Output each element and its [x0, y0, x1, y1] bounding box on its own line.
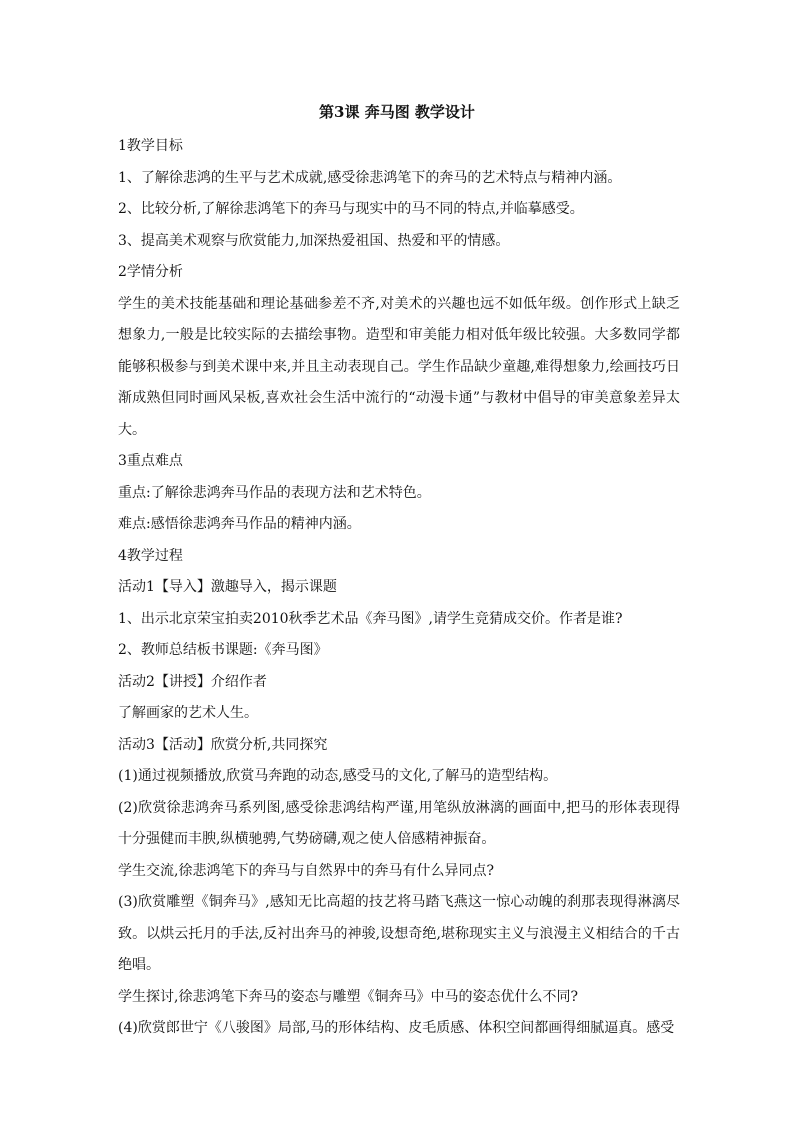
- objective-item: 2、比较分析,了解徐悲鸿笔下的奔马与现实中的马不同的特点,并临摹感受。: [118, 201, 584, 217]
- activity-question: 学生探讨,徐悲鸿笔下奔马的姿态与雕塑《铜奔马》中马的姿态优什么不同?: [118, 988, 578, 1005]
- activity-text: 了解画家的艺术人生。: [118, 705, 258, 721]
- section-heading-key-points: 3重点难点: [118, 453, 183, 469]
- section-heading-objectives: 1教学目标: [118, 138, 183, 154]
- activity-heading: 活动3【活动】欣赏分析,共同探究: [118, 736, 328, 753]
- activity-step: 1、出示北京荣宝拍卖2010秋季艺术品《奔马图》,请学生竞猜成交价。作者是谁?: [118, 610, 623, 627]
- activity-question: 学生交流,徐悲鸿笔下的奔马与自然界中的奔马有什么异同点?: [118, 862, 494, 879]
- key-point-text: 重点:了解徐悲鸿奔马作品的表现方法和艺术特色。: [118, 484, 431, 501]
- activity-item: (1)通过视频播放,欣赏马奔跑的动态,感受马的文化,了解马的造型结构。: [118, 768, 558, 784]
- section-heading-process: 4教学过程: [118, 547, 183, 564]
- activity-item: (2)欣赏徐悲鸿奔马系列图,感受徐悲鸿结构严谨,用笔纵放淋漓的画面中,把马的形体表现得十分强健而丰腴,纵横驰骋,气势磅礴,观之使人倍感精神振奋。: [118, 799, 680, 847]
- analysis-paragraph: 学生的美术技能基础和理论基础参差不齐,对美术的兴趣也远不如低年级。创作形式上缺乏想象力,一般是比较实际的去描绘事物。造型和审美能力相对低年级比较强。大多数同学都能够积极参与到美术课中来,并且主动表现自己。学生作品缺少童趣,难得想象力,绘画技巧日渐成熟但同时画风呆板,喜欢社会生活中流行的“动漫卡通”与教材中倡导的审美意象差异太大。: [118, 295, 680, 438]
- activity-heading: 活动2【讲授】介绍作者: [118, 673, 267, 690]
- document-body: [118, 131, 680, 1045]
- page-title: 第3课 奔马图 教学设计: [319, 103, 475, 121]
- difficulty-text: 难点:感悟徐悲鸿奔马作品的精神内涵。: [118, 516, 361, 532]
- activity-step: 2、教师总结板书课题:《奔马图》: [118, 642, 328, 658]
- section-heading-analysis: 2学情分析: [118, 264, 183, 280]
- activity-item: (3)欣赏雕塑《铜奔马》,感知无比高超的技艺将马踏飞燕这一惊心动魄的刹那表现得淋漓尽致。以烘云托月的手法,反衬出奔马的神骏,设想奇绝,堪称现实主义与浪漫主义相结合的千古绝唱。: [118, 894, 680, 973]
- objective-item: 1、了解徐悲鸿的生平与艺术成就,感受徐悲鸿笔下的奔马的艺术特点与精神内涵。: [118, 169, 622, 186]
- objective-item: 3、提高美术观察与欣赏能力,加深热爱祖国、热爱和平的情感。: [118, 232, 510, 249]
- activity-heading: 活动1【导入】激趣导入，揭示课题: [118, 579, 337, 595]
- activity-item: (4)欣赏郎世宁《八骏图》局部,马的形体结构、皮毛质感、体积空间都画得细腻逼真。感受: [118, 1020, 675, 1036]
